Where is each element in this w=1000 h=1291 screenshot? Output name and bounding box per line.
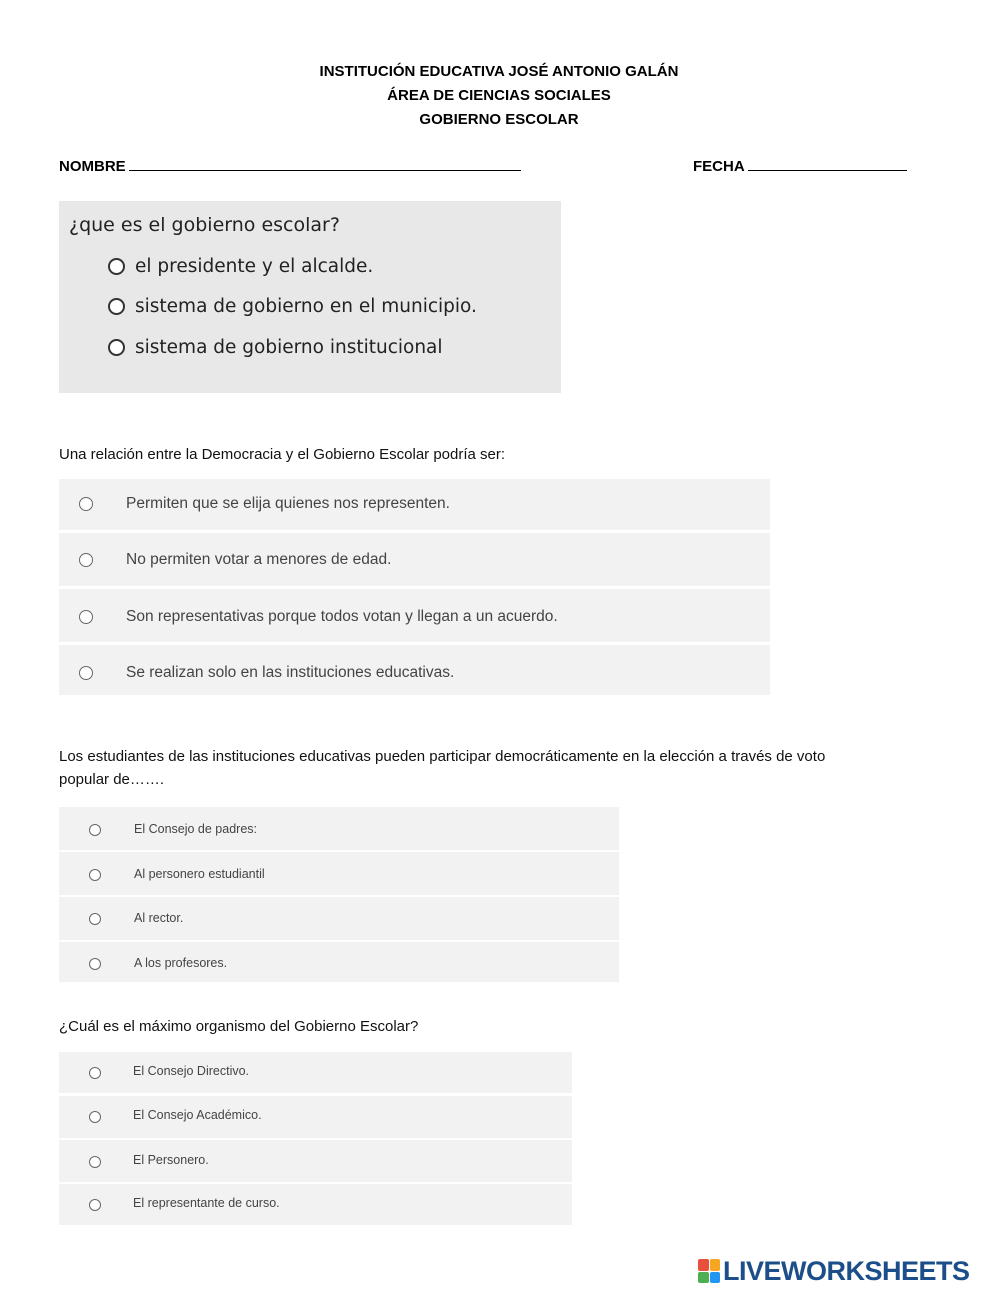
question-2-option[interactable] [59,645,770,695]
radio-icon[interactable] [89,1111,101,1123]
name-field [59,155,521,175]
radio-icon[interactable] [79,610,93,624]
question-2-option[interactable] [59,589,770,642]
radio-icon[interactable] [79,497,93,511]
question-3-option[interactable] [59,942,619,982]
option-label: el presidente y el alcalde. [135,255,374,277]
question-1-box [59,201,561,393]
question-4-option[interactable] [59,1052,572,1093]
question-1-option[interactable] [108,254,373,278]
option-label: El Consejo Directivo. [133,1064,250,1078]
option-label: Al rector. [134,911,184,925]
option-label: El representante de curso. [133,1196,280,1210]
logo-icon-tile [710,1259,721,1271]
logo-icon [698,1259,720,1283]
radio-icon[interactable] [89,913,101,925]
option-label: Permiten que se elija quienes nos representen. [126,495,450,512]
option-label: A los profesores. [134,956,228,970]
option-label: No permiten votar a menores de edad. [126,551,392,568]
logo-text: LIVEWORKSHEETS [723,1255,970,1286]
option-label: El Consejo Académico. [133,1108,262,1122]
question-3-options [59,807,619,982]
radio-icon[interactable] [89,1156,101,1168]
school-name: INSTITUCIÓN EDUCATIVA JOSÉ ANTONIO GALÁN [319,63,679,80]
option-label: El Personero. [133,1153,209,1167]
radio-icon[interactable] [89,869,101,881]
option-label: sistema de gobierno institucional [135,336,443,358]
radio-icon[interactable] [89,1199,101,1211]
worksheet-header [0,60,998,132]
question-1-text: ¿que es el gobierno escolar? [69,214,340,236]
radio-icon[interactable] [79,666,93,680]
date-field [693,155,907,175]
date-label: FECHA [693,158,745,175]
question-3-option[interactable] [59,897,619,940]
question-3-option[interactable] [59,852,619,895]
question-3-option[interactable] [59,807,619,850]
question-3-prompt [59,745,825,791]
prompt-line: Los estudiantes de las instituciones educativas pueden participar democráticamente en la elección a través de voto [59,748,826,765]
question-2-option[interactable] [59,533,770,586]
question-4-option[interactable] [59,1184,572,1225]
radio-icon[interactable] [89,1067,101,1079]
option-label: Al personero estudiantil [134,867,265,881]
date-blank[interactable] [748,155,907,171]
question-2-options [59,479,770,695]
question-4-options [59,1052,572,1225]
worksheet-title: GOBIERNO ESCOLAR [419,111,579,128]
question-4-option[interactable] [59,1096,572,1138]
option-label: Se realizan solo en las instituciones educativas. [126,664,455,681]
subject-area: ÁREA DE CIENCIAS SOCIALES [387,87,611,104]
logo-icon-tile [710,1272,721,1284]
question-1-option[interactable] [108,335,443,359]
radio-icon[interactable] [79,553,93,567]
liveworksheets-logo [698,1257,970,1285]
name-label: NOMBRE [59,158,126,175]
radio-icon[interactable] [108,339,125,356]
option-label: El Consejo de padres: [134,822,257,836]
question-1-option[interactable] [108,294,477,318]
question-4-prompt: ¿Cuál es el máximo organismo del Gobierno Escolar? [59,1018,419,1035]
radio-icon[interactable] [89,824,101,836]
question-2-option[interactable] [59,479,770,530]
prompt-line: popular de……. [59,771,165,788]
logo-icon-tile [698,1259,709,1271]
question-2-prompt: Una relación entre la Democracia y el Gobierno Escolar podría ser: [59,446,506,463]
radio-icon[interactable] [89,958,101,970]
option-label: Son representativas porque todos votan y llegan a un acuerdo. [126,608,558,625]
logo-icon-tile [698,1272,709,1284]
question-4-option[interactable] [59,1140,572,1182]
name-blank[interactable] [129,155,521,171]
radio-icon[interactable] [108,298,125,315]
radio-icon[interactable] [108,258,125,275]
option-label: sistema de gobierno en el municipio. [135,295,477,317]
